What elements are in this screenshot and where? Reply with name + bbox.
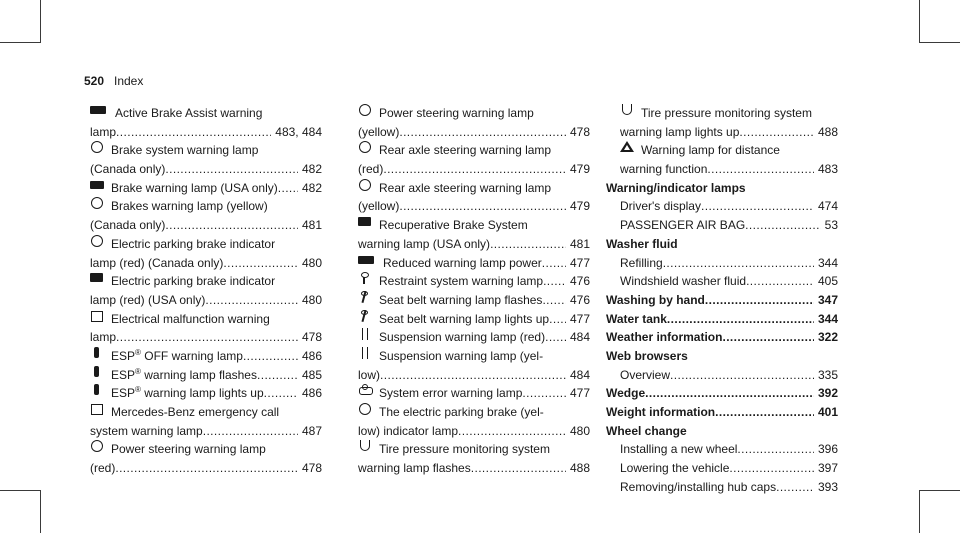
index-entry — [358, 216, 590, 235]
leader-dots — [278, 179, 298, 198]
entry-text: Lowering the vehicle — [620, 461, 730, 476]
leader-dots — [471, 459, 566, 478]
index-entry — [90, 384, 322, 403]
index-heading — [606, 179, 838, 198]
leader-dots — [116, 123, 271, 142]
crop-mark — [0, 42, 40, 43]
index-entry — [358, 123, 590, 142]
index-entry — [90, 123, 322, 142]
entry-text: Reduced warning lamp power — [383, 255, 542, 270]
leader-dots — [701, 197, 814, 216]
page-reference[interactable]: 474 — [817, 199, 838, 214]
entry-text: Power steering warning lamp — [379, 106, 534, 120]
page-number: 520 — [84, 74, 105, 88]
leader-dots — [707, 160, 814, 179]
index-entry — [358, 422, 590, 441]
index-heading — [606, 328, 838, 347]
page-reference[interactable]: 484 — [569, 330, 590, 345]
index-entry — [358, 440, 590, 459]
index-entry — [90, 328, 322, 347]
index-entry — [90, 197, 322, 216]
leader-dots — [545, 328, 566, 347]
page-reference[interactable]: 482 — [301, 162, 322, 177]
index-entry — [358, 403, 590, 422]
entry-text: (yellow) — [358, 124, 400, 139]
leader-dots — [458, 422, 566, 441]
page-reference[interactable]: 487 — [301, 423, 322, 438]
entry-text: Web browsers — [606, 348, 688, 363]
tire-pressure-icon — [358, 440, 372, 452]
index-entry — [358, 141, 590, 160]
leader-dots — [116, 328, 298, 347]
entry-text: Driver's display — [620, 199, 701, 214]
index-entry — [606, 141, 838, 160]
index-entry — [90, 272, 322, 291]
rear-axle-icon — [358, 179, 372, 191]
page-reference[interactable]: 477 — [569, 386, 590, 401]
rear-axle-icon — [358, 141, 372, 153]
entry-text: Restraint system warning lamp — [379, 274, 544, 289]
leader-dots — [115, 459, 298, 478]
page-reference[interactable]: 478 — [301, 461, 322, 476]
page-reference[interactable]: 477 — [569, 311, 590, 326]
entry-text: (Canada only) — [90, 218, 166, 233]
page-reference[interactable]: 396 — [817, 442, 838, 457]
crop-mark — [920, 490, 960, 491]
leader-dots — [542, 254, 566, 273]
leader-dots — [715, 403, 814, 422]
restraint-icon — [358, 272, 372, 284]
index-column-3 — [606, 104, 838, 496]
entry-text: warning lamp flashes — [358, 461, 471, 476]
entry-text: Brakes warning lamp (yellow) — [111, 199, 268, 214]
index-entry — [90, 254, 322, 273]
index-entry — [606, 197, 838, 216]
entry-text: (yellow) — [358, 199, 400, 214]
entry-text: warning function — [620, 162, 708, 177]
index-entry — [606, 123, 838, 142]
index-entry — [90, 366, 322, 385]
entry-text: Brake warning lamp (USA only) — [111, 180, 278, 195]
entry-text: Warning/indicator lamps — [606, 180, 746, 195]
page-reference[interactable]: 481 — [569, 236, 590, 251]
tire-pressure-icon — [620, 104, 634, 116]
leader-dots — [205, 291, 298, 310]
index-column-2 — [358, 104, 590, 478]
index-entry — [358, 272, 590, 291]
leader-dots — [399, 197, 566, 216]
index-entry — [358, 459, 590, 478]
entry-text: Suspension warning lamp (red) — [379, 330, 546, 345]
crop-mark — [920, 42, 960, 43]
leader-dots — [165, 160, 298, 179]
entry-text: low) — [358, 367, 381, 382]
page-reference[interactable]: 401 — [817, 405, 838, 419]
rbs-icon — [358, 216, 372, 228]
brake-circle-icon — [90, 141, 104, 153]
index-entry — [358, 366, 590, 385]
entry-text: Water tank — [606, 311, 667, 326]
entry-text: lamp — [90, 330, 117, 345]
index-entry — [90, 179, 322, 198]
entry-text: Electric parking brake indicator — [111, 236, 276, 251]
entry-text: Rear axle steering warning lamp — [379, 143, 552, 158]
page-reference[interactable]: 476 — [569, 274, 590, 289]
index-entry — [606, 366, 838, 385]
page-reference[interactable]: 484 — [569, 367, 590, 382]
page-reference[interactable]: 322 — [817, 330, 838, 345]
index-entry — [90, 141, 322, 160]
index-entry — [358, 347, 590, 366]
index-entry — [358, 197, 590, 216]
crop-mark — [40, 490, 41, 533]
esp-off-icon — [90, 347, 104, 359]
leader-dots — [542, 291, 566, 310]
page-reference[interactable]: 476 — [569, 292, 590, 307]
entry-text: Power steering warning lamp — [111, 442, 266, 457]
page-reference[interactable]: 480 — [301, 292, 322, 307]
entry-text: Warning lamp for distance — [641, 143, 780, 158]
steering-icon — [358, 104, 372, 116]
entry-text: System error warning lamp — [379, 386, 523, 401]
entry-text: Seat belt warning lamp flashes — [379, 292, 543, 307]
leader-dots — [645, 384, 814, 403]
index-entry — [606, 160, 838, 179]
leader-dots — [776, 478, 814, 497]
page-reference[interactable]: 486 — [301, 348, 322, 363]
index-entry — [358, 254, 590, 273]
index-entry — [358, 328, 590, 347]
entry-text: Brake system warning lamp — [111, 143, 259, 158]
index-entry — [90, 403, 322, 422]
leader-dots — [223, 254, 298, 273]
entry-text: Washer fluid — [606, 236, 678, 251]
battery-icon — [90, 310, 104, 322]
page-reference[interactable]: 482 — [301, 180, 322, 195]
crop-mark — [919, 490, 920, 533]
entry-text: warning lamp lights up — [620, 124, 740, 139]
esp-icon — [90, 366, 104, 378]
leader-dots — [670, 366, 814, 385]
index-heading — [606, 384, 838, 403]
index-entry — [90, 440, 322, 459]
page-reference[interactable]: 405 — [817, 274, 838, 289]
leader-dots — [745, 216, 820, 235]
entry-text: lamp (red) (Canada only) — [90, 255, 224, 270]
page-reference[interactable]: 477 — [569, 255, 590, 270]
entry-text: Electrical malfunction warning — [111, 311, 270, 326]
index-entry — [90, 160, 322, 179]
entry-text: system warning lamp — [90, 423, 203, 438]
brake-text-icon — [90, 179, 104, 191]
index-entry — [606, 272, 838, 291]
index-entry — [606, 478, 838, 497]
entry-text: Overview — [620, 367, 671, 382]
page-reference[interactable]: 488 — [817, 124, 838, 139]
suspension-icon — [358, 328, 372, 340]
leader-dots — [399, 123, 566, 142]
leader-dots — [522, 384, 566, 403]
leader-dots — [746, 272, 814, 291]
page-reference[interactable]: 485 — [301, 367, 322, 382]
index-heading — [606, 291, 838, 310]
leader-dots — [243, 347, 298, 366]
entry-text: ESP® warning lamp flashes — [111, 366, 257, 382]
parking-brake-icon — [90, 235, 104, 247]
entry-text: Installing a new wheel — [620, 442, 738, 457]
page-reference[interactable]: 480 — [569, 423, 590, 438]
crop-mark — [0, 490, 40, 491]
leader-dots — [380, 366, 566, 385]
crop-mark — [919, 0, 920, 43]
index-entry — [358, 104, 590, 123]
index-heading — [606, 403, 838, 422]
index-entry — [606, 254, 838, 273]
entry-text: lamp — [90, 124, 117, 139]
suspension-icon — [358, 347, 372, 359]
index-entry — [90, 422, 322, 441]
leader-dots — [663, 254, 814, 273]
page-reference[interactable]: 393 — [817, 479, 838, 494]
index-heading — [606, 310, 838, 329]
steering-icon — [90, 440, 104, 452]
page-reference[interactable]: 53 — [824, 218, 838, 233]
entry-text: Tire pressure monitoring system — [379, 442, 550, 457]
leader-dots — [667, 310, 814, 329]
leader-dots — [543, 272, 566, 291]
entry-text: Recuperative Brake System — [379, 218, 528, 233]
entry-text: ESP® warning lamp lights up — [111, 385, 264, 401]
leader-dots — [737, 440, 814, 459]
entry-text: Wedge — [606, 386, 646, 401]
page-reference[interactable]: 335 — [817, 367, 838, 382]
leader-dots — [722, 328, 814, 347]
seat-belt-icon — [358, 291, 372, 303]
page-reference[interactable]: 483, 484 — [275, 124, 322, 139]
index-entry — [358, 179, 590, 198]
index-entry — [606, 104, 838, 123]
parking-brake-icon — [358, 403, 372, 415]
entry-text: The electric parking brake (yel- — [379, 405, 544, 419]
section-title: Index — [114, 74, 144, 88]
car-error-icon — [358, 384, 372, 396]
page-reference[interactable]: 479 — [569, 199, 590, 214]
page-reference[interactable]: 344 — [817, 311, 838, 326]
index-entry — [90, 291, 322, 310]
index-heading — [606, 235, 838, 254]
entry-text: Refilling — [620, 255, 663, 270]
page-reference[interactable]: 480 — [301, 255, 322, 270]
entry-text: Weight information — [606, 405, 716, 419]
index-entry — [358, 310, 590, 329]
index-entry — [90, 216, 322, 235]
entry-text: Active Brake Assist warning — [115, 106, 263, 120]
index-entry — [358, 160, 590, 179]
index-entry — [90, 104, 322, 123]
entry-text: low) indicator lamp — [358, 423, 459, 438]
page-reference[interactable]: 481 — [301, 218, 322, 233]
entry-text: ESP® OFF warning lamp — [111, 347, 243, 363]
sos-icon — [90, 403, 104, 415]
entry-text: lamp (red) (USA only) — [90, 292, 206, 307]
page-reference[interactable]: 347 — [817, 292, 838, 307]
park-text-icon — [90, 272, 104, 284]
entry-text: Seat belt warning lamp lights up — [379, 311, 550, 326]
entry-text: Mercedes-Benz emergency call — [111, 405, 280, 419]
entry-text: Tire pressure monitoring system — [641, 106, 812, 120]
entry-text: Washing by hand — [606, 292, 705, 307]
entry-text: Electric parking brake indicator — [111, 274, 276, 289]
index-column-1 — [90, 104, 322, 478]
entry-text: (red) — [358, 162, 384, 177]
leader-dots — [165, 216, 298, 235]
leader-dots — [264, 384, 298, 403]
index-entry — [358, 384, 590, 403]
leader-dots — [257, 366, 298, 385]
index-entry — [90, 347, 322, 366]
leader-dots — [739, 123, 814, 142]
index-entry — [358, 291, 590, 310]
page-reference[interactable]: 478 — [301, 330, 322, 345]
page-reference[interactable]: 392 — [817, 386, 838, 401]
entry-text: Wheel change — [606, 423, 687, 438]
leader-dots — [705, 291, 814, 310]
index-entry — [90, 235, 322, 254]
esp-icon — [90, 384, 104, 396]
crop-mark — [40, 0, 41, 43]
leader-dots — [729, 459, 814, 478]
entry-text: Suspension warning lamp (yel- — [379, 348, 544, 363]
index-entry — [358, 235, 590, 254]
index-entry — [606, 459, 838, 478]
entry-text: (Canada only) — [90, 162, 166, 177]
brake-circle-icon — [90, 197, 104, 209]
page-reference[interactable]: 479 — [569, 162, 590, 177]
index-entry — [90, 310, 322, 329]
seat-belt-icon — [358, 310, 372, 322]
index-entry — [606, 216, 838, 235]
page-reference[interactable]: 397 — [817, 461, 838, 476]
index-entry — [606, 440, 838, 459]
index-entry — [90, 459, 322, 478]
page-reference[interactable]: 483 — [817, 162, 838, 177]
index-heading — [606, 422, 838, 441]
entry-text: (red) — [90, 461, 116, 476]
entry-text: Rear axle steering warning lamp — [379, 180, 552, 195]
entry-text: PASSENGER AIR BAG — [620, 218, 746, 233]
page-reference[interactable]: 486 — [301, 386, 322, 401]
leader-dots — [203, 422, 298, 441]
page-reference[interactable]: 488 — [569, 461, 590, 476]
leader-dots — [490, 235, 566, 254]
page-reference[interactable]: 478 — [569, 124, 590, 139]
entry-text: Windshield washer fluid — [620, 274, 747, 289]
distance-warning-icon — [620, 141, 634, 153]
leader-dots — [383, 160, 566, 179]
index-heading — [606, 347, 838, 366]
entry-text: Weather information — [606, 330, 723, 345]
entry-text: warning lamp (USA only) — [358, 236, 491, 251]
entry-text: Removing/installing hub caps — [620, 479, 777, 494]
leader-dots — [549, 310, 566, 329]
reduced-power-icon — [358, 254, 376, 266]
brake-assist-icon — [90, 104, 108, 116]
page-reference[interactable]: 344 — [817, 255, 838, 270]
